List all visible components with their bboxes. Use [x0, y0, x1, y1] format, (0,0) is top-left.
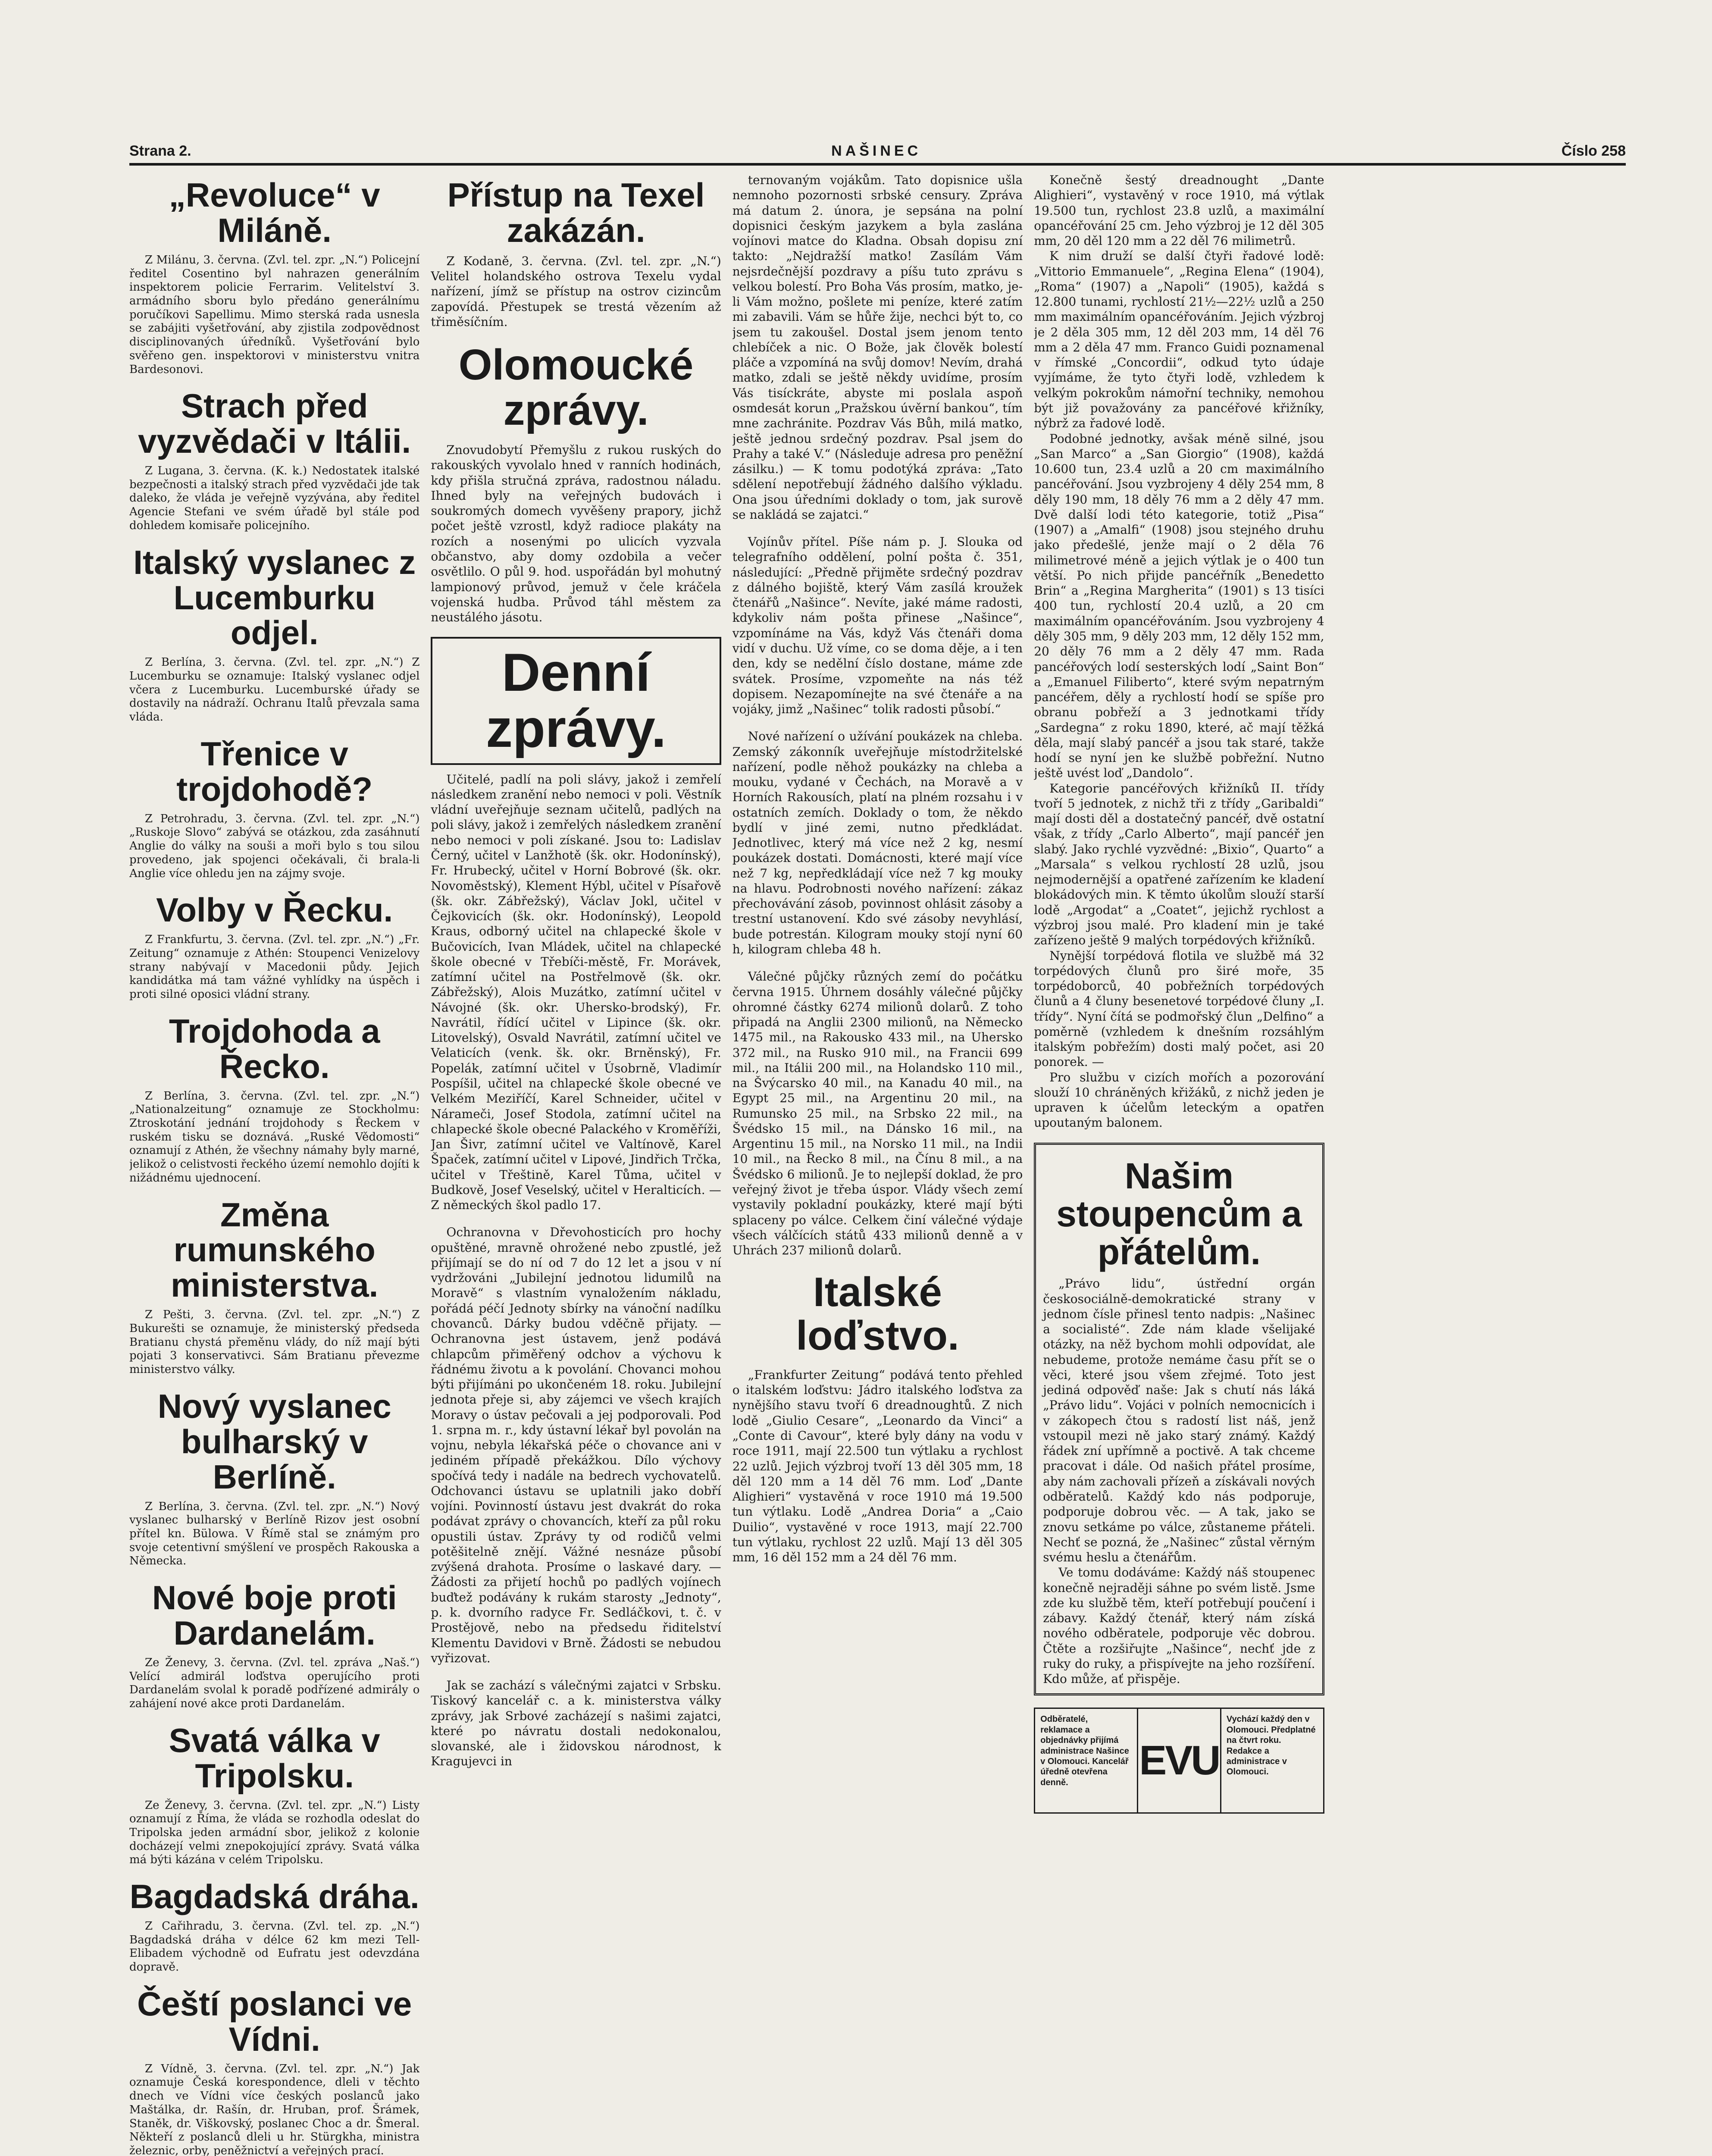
headline: Našim stoupencům a přátelům.: [1056, 1155, 1302, 1272]
ad-right-text: Vychází každý den v Olomouci. Předplatné na čtvrt roku. Redakce a administrace v Olomouci.: [1226, 1714, 1316, 1777]
article-body: K nim druží se další čtyři řadové lodě: „Vittorio Emmanuele“, „Regina Elena“ (1904), „Roma“ (1907) a „Napoli“ (1905), každá s 12.800 tunami, rychlostí 21½—22½ uzlů a 250 mm maximálním opancéřováním. Jejich výzbroj je 2 děla 305 mm, 12 děl 203 mm, 14 děl 76 mm a 2 děla 47 mm. Franco Guidi poznamenal v římské „Concordii“, odkud tyto údaje vyjímáme, že tyto čtyři lodě, vzhledem k velkým pokrokům námořní techniky, nemohou být již považovány za pancéřové křižníky, nýbrž za řadové lodě.: [1034, 249, 1324, 431]
headline: Přístup na Texel zakázán.: [447, 176, 705, 249]
article-body: Z Cařihradu, 3. června. (Zvl. tel. zp. „N.“) Bagdadská dráha v délce 62 km mezi Tell-Elibadem východně od Eufratu jest odevzdána dopravě.: [129, 1920, 420, 1974]
article-body: Z Pešti, 3. června. (Zvl. tel. zpr. „N.“) Z Bukurešti se oznamuje, že ministerský předseda Bratianu chystá přeměnu vlády, do níž mají býti pojati 3 konservativci. Sám Bratianu převezme ministerstvo války.: [129, 1308, 420, 1376]
column-3: [732, 172, 1023, 2156]
article-body: Vojínův přítel. Píše nám p. J. Slouka od telegrafního oddělení, polní pošta č. 351, následující: „Předně přijměte srdečný pozdrav z dálného bojiště, který Vám zasílá kroužek čtenářů „Našince“. Nevíte, jaké máme radosti, kdykoliv nám pošta přinese „Našince“, vzpomínáme na Vás, když Vás čtenáři doma vidí v duchu. Už víme, co se doma děje, a i ten den, kdy se nedělní číslo dostane, máme zde svátek. Prosíme, vzpomeňte na nás též dopisem. Nezapomínejte na své čtenáře a na vojáky, jimž „Našinec“ tolik radosti působí.“: [732, 535, 1023, 717]
headline: Bagdadská dráha.: [129, 1877, 419, 1916]
article-vyslanec-lucemburk: [129, 545, 419, 724]
column-5: [1336, 172, 1626, 2156]
article-body: Znovudobytí Přemyšlu z rukou ruských do rakouských vyvolalo hned v ranních hodinách, kdy přišla stručná zpráva, radostnou náladu. Ihned byly na veřejných budovách i soukromých domech vyvěšeny prapory, jichž počet ještě vzrostl, když radioce plakáty na rozích a nosenými po ulicích vyzvala občanstvo, aby domy ozdobila a večer osvětlilo. O půl 9. hod. uspořádán byl mohutný lampionový průvod, jemuž v čele kráčela vojenská hudba. Průvod táhl městem za neustálého jásotu.: [431, 443, 721, 625]
headline: Změna rumunského ministerstva.: [171, 1195, 379, 1304]
article-body: Podobné jednotky, avšak méně silné, jsou „San Marco“ a „San Giorgio“ (1908), každá 10.600 tun, 23.4 uzlů a 20 cm maximálního pancéřování. Jsou vyzbrojeny 4 děly 254 mm, 8 děly 190 mm, 18 děly 76 mm a 2 děly 47 mm. Dvě další lodi této kategorie, totiž „Pisa“ (1907) a „Amalfi“ (1908) jsou stejného druhu jako předešlé, jenže mají o 2 děla 76 milimetrové méně a jejich výtlak je o 400 tun větší. Po nich přijde pancéřník „Benedetto Brin“ a „Regina Margherita“ (1901) s 13 tisíci 400 tun, rychlostí 20.4 uzlů, a 20 cm maximálním opancéřováním. Jsou vyzbrojeny 4 děly 305 mm, 9 děly 203 mm, 12 děly 152 mm, 20 děly 76 mm a 2 děly 47 mm. Rada pancéřových lodí sesterských lodí „Saint Bon“ a „Emanuel Filiberto“, které svým nepatrným pancéřem, děly a rychlostí hodí se spíše pro obranu pobřeží a 3 jednotkami třídy „Sardegna“ z roku 1890, které, ač mají těžká děla, mají slabý pancéř a jsou tak staré, takže hodí se nyní jen ke službě pobřežní. Nutno ještě uvést loď „Dandolo“.: [1034, 431, 1324, 780]
ad-logo: EVU: [1137, 1709, 1221, 1812]
article-ochranovna: [431, 1225, 721, 1666]
article-body: Z Kodaně, 3. června. (Zvl. tel. zpr. „N.“) Velitel holandského ostrova Texelu vydal nařízení, jímž se přístup na ostrov cizincům zapovídá. Přestupek se trestá vězením až třiměsíčním.: [431, 254, 721, 329]
article-svata-valka: [129, 1723, 419, 1867]
article-body: Kategorie pancéřových křižníků II. třídy tvoří 5 jednotek, z nichž tři z třídy „Garibaldi“ mají dosti děl a dostatečný pancéř, dvě ostatní však, z třídy „Carlo Alberto“, mají pancéř jen slabý. Jako rychlé vyzvědné: „Bixio“, Quarto“ a „Marsala“ s velkou rychlostí 28 uzlů, jsou nejmodernější a opatřené zařízením ke kladení blokádových min. K těmto úkolům slouží starší lodě „Argodat“ a „Coatet“, jejichž rychlost a výzbroj jsou malé. Pro kladení min je také zařízeno ještě 9 malých torpédových křižníků.: [1034, 781, 1324, 948]
article-revoluce-milano: [129, 178, 419, 376]
article-stoupencum: [1034, 1143, 1324, 1696]
article-trenice-trojdohoda: [129, 736, 419, 881]
headline: „Revoluce“ v Miláně.: [169, 176, 380, 249]
article-cesti-poslanci: [129, 1984, 420, 2156]
headline: Čeští poslanci ve Vídni.: [137, 1984, 412, 2058]
article-body: Konečně šestý dreadnought „Dante Alighieri“, vystavěný v roce 1910, má výtlak 19.500 tun, rychlost 23.8 uzlů, a maximální opancéřování 25 cm. Jeho výzbroj je 12 děl 305 mm, 20 děl 120 mm a 22 děl 76 milimetrů.: [1034, 173, 1324, 248]
article-zajatci-srbsko: [431, 1678, 721, 1769]
headline: Italské loďstvo.: [796, 1269, 959, 1359]
article-denni-zpravy: [431, 637, 721, 1213]
article-volby-recko: [129, 893, 419, 1001]
article-body: Z Berlína, 3. června. (Zvl. tel. zpr. „N.“) Z Lucemburku se oznamuje: Italský vyslanec odjel včera z Lucemburku. Lucemburské úřady se dostavily na nádraží. Ochranu Italů převzala sama vláda.: [129, 656, 420, 724]
column-4: [1034, 172, 1324, 2156]
article-body: Z Petrohradu, 3. června. (Zvl. tel. zpr. „N.“) „Ruskoje Slovo“ zabývá se otázkou, zda zasáhnutí Anglie do války na souši a moři bylo s tou silou provedeno, jak spojenci očekávali, či brala-li Anglie více ohledu jen na zájmy svoje.: [129, 812, 420, 880]
issue-number: Číslo 258: [1561, 143, 1626, 159]
headline: Volby v Řecku.: [156, 891, 393, 929]
article-body: Nové nařízení o užívání poukázek na chleba. Zemský zákonník uveřejňuje místodržitelské nařízení, podle něhož poukázky na chleba a mouku, vydané v Čechách, na Moravě a v Horních Rakousích, platí na plném rozsahu i v ostatních zemích. Doklady o tom, že někdo bydlí v jiné zemi, nutno předkládat. Jednotlivec, který má více než 2 kg, nesmí poukázek dostati. Domácnosti, které mají více než 7 kg, nepředkládají více než 7 kg mouky na hlavu. Podrobnosti nového nařízení: zákaz přechovávání zásob, povinnost ohlásit zásoby a trestní ustanovení. Kdo své zásoby nevyhlásí, bude potrestán. Kilogram mouky stojí nyní 60 h, kilogram chleba 48 h.: [732, 729, 1023, 957]
headline: Trojdohoda a Řecko.: [169, 1012, 380, 1085]
article-body: „Právo lidu“, ústřední orgán českosociálně-demokratické strany v jednom čísle přinesl tento nadpis: „Našinec a socialisté“. Zde nám klade všelijaké otázky, na něž bychom mohli odpovídat, ale nebudeme, protože nemáme času přít se o věci, které jsou všem zřejmé. Toto jest jediná odpověď naše: Jak s chutí nás láká „Právo lidu“. Vojáci v polních nemocnicích i v zákopech čtou s radostí list náš, jenž vstoupil mezi ně jako starý známý. Každý řádek zní upřímně a poctivě. A tak chceme pracovat i dále. Od našich přátel prosíme, aby nám zachovali přízeň a získávali nových odběratelů. Každý kdo nás podporuje, podporuje dobrou věc. — A tak, jako se znovu setkáme po válce, zůstaneme přáteli. Nechť se pozná, že „Našinec“ zůstal věrným svému heslu a čtenářům.: [1043, 1276, 1315, 1565]
article-body: Z Vídně, 3. června. (Zvl. tel. zpr. „N.“) Jak oznamuje Česká korespondence, dleli v těchto dnech ve Vídni více českých poslanců jako Maštálka, dr. Rašín, dr. Hruban, prof. Šrámek, Staněk, dr. Viškovský, poslanec Choc a dr. Šmeral. Někteří z poslanců dleli u hr. Stürgkha, ministra železnic, orby, peněžnictví a veřejných prací.: [129, 2062, 420, 2156]
headline: Olomoucké zprávy.: [458, 341, 694, 435]
article-vojinuv-pritel: [732, 534, 1023, 717]
article-texel: [431, 178, 721, 329]
article-poukazky-chleba: [732, 729, 1023, 957]
article-body: Ze Ženevy, 3. června. (Zvl. tel. zpr. „N.“) Listy oznamují z Říma, že vláda se rozhodla odeslat do Tripolska jeden armádní sbor, jelikož z kolonie docházejí velmi znepokojující zprávy. Svatá válka má býti kázána v celém Tripolsku.: [129, 1799, 420, 1867]
article-body: ternovaným vojákům. Tato dopisnice ušla nemnoho pozornosti srbské censury. Zpráva má datum 2. února, je sepsána na polní dopisnici českým jazykem a byla zaslána vojínovi matce do Kladna. Obsah dopisu zní takto: „Nejdražší matko! Zasílám Vám nejsrdečnější pozdravy a píšu tuto zprávu s velkou bolestí. Pro Boha Vás prosím, matko, je-li Vám možno, pošlete mi peníze, které zatím mi zabavili. Vám se hůře žije, nechci být to, co jsem tu zakoušel. Dostal jsem jenom tento chlebíček a nic. O Bože, jak člověk bolestí pláče a vzpomíná na svůj domov! Nevím, drahá matko, zdali se ještě někdy uvidíme, prosím Vás tisíckráte, abyste mi poslala aspoň osmdesát korun „Pražskou úvěrní bankou“, tím mne zachránite. Pozdrav Vás Bůh, milá matko, ještě jednou srdečný pozdrav. Psal jsem do Prahy a také V.“ (Následuje adresa pro peněžní zásilku.) — K tomu podotýká zpráva: „Tato sdělení nepotřebují žádného dalšího výkladu. Ona jsou úředními doklady o tom, jak surově se nakládá se zajatci.“: [732, 173, 1023, 522]
article-body: Válečné půjčky různých zemí do počátku června 1915. Úhrnem dosáhly válečné půjčky ohromné částky 6274 milionů dolarů. Z toho připadá na Anglii 2300 milionů, na Německo 1475 mil., na Rakousko 433 mil., na Uhersko 372 mil., na Rusko 910 mil., na Francii 699 mil., na Itálii 200 mil., na Holandsko 110 mil., na Švýcarsko 40 mil., na Kanadu 40 mil., na Egypt 25 mil., na Argentinu 20 mil., na Rumunsko 25 mil., na Srbsko 22 mil., na Švédsko 15 mil., na Dánsko 16 mil., na Argentinu 15 mil., na Norsko 11 mil., na Indii 10 mil., na Řecko 8 mil., na Čínu 8 mil., a na Švédsko 6 milionů. Je to nejlepší doklad, že pro veřejný život je třeba úspor. Vlády všech zemí vystavily pokladní poukázky, které mají býti splaceny po válce. Celkem činí válečné výdaje všech válčících států 433 milionů denně a v Uhrách 237 milionů dolarů.: [732, 969, 1023, 1258]
article-body: Nynější torpédová flotila ve službě má 32 torpédových člunů pro širé moře, 35 torpédoborců, 40 pobřežních torpédových člunů a 4 čluny besenetové torpédové čluny „I. třídy“. Nyní čítá se podmořský člun „Delfino“ a poměrně (vzhledem k dnešním rozsáhlým italským pobřežím) dosti malý počet, asi 20 ponorek. —: [1034, 948, 1324, 1069]
article-italske-lodstvo: [732, 1271, 1023, 1565]
header-rule: [129, 163, 1626, 166]
article-body: Učitelé, padlí na poli slávy, jakož i zemřelí následkem zranění nebo nemoci v poli. Věstník vládní uveřejňuje seznam učitelů, padlých na poli slávy, jakož i zemřelých následkem zranění nebo nemoci v poli získané. Jsou to: Ladislav Černý, učitel v Lanžhotě (šk. okr. Hodonínský), Fr. Hrubecký, učitel v Horní Bobrové (šk. okr. Novoměstský), Klement Hýbl, učitel v Písařově (šk. okr. Zábřežský), Václav Jokl, učitel v Čejkovicích (šk. okr. Hodonínský), Leopold Kraus, odborný učitel na chlapecké škole v Bučovicích, Ivan Mládek, učitel na chlapecké škole obecné v Třebíči-městě, Fr. Morávek, zatímní učitel na Postřelmově (šk. okr. Zábřežský), Alois Muzátko, zatímní učitel v Návojné (šk. okr. Uhersko-brodský), Fr. Navrátil, řídící učitel v Lipince (šk. okr. Litovelský), Osvald Navrátil, zatímní učitel ve Velaticích (venk. šk. okr. Brněnský), Fr. Popelák, zatímní učitel v Úsobrně, Vladimír Pospíšil, učitel na chlapecké škole obecné ve Velkém Meziříčí, Karel Schneider, učitel v Nárameči, Josef Stodola, zatímní učitel na chlapecké škole obecné Palackého v Kroměříži, Jan Šivr, zatímní učitel ve Valtínově, Karel Špaček, zatímní učitel v Lipové, Jindřich Trčka, učitel v Třeštině, Karel Tůma, učitel v Budkově, Josef Veselský, učitel v Heralticích. — Z německých škol padlo 17.: [431, 772, 721, 1213]
ad-left-text: Odběratelé, reklamace a objednávky přijímá administrace Našince v Olomouci. Kancelář úředně otevřena denně.: [1040, 1714, 1129, 1787]
section-headline: Denní zprávy.: [431, 637, 721, 765]
article-body: Ze Ženevy, 3. června. (Zvl. tel. zpráva „Naš.“) Velící admirál loďstva operujícího proti Dardanelám svolal k poradě podřízené admirály o zahájení nové akce proti Dardanelám.: [129, 1656, 420, 1711]
headline: Italský vyslanec z Lucemburku odjel.: [133, 543, 416, 652]
headline: Třenice v trojdohodě?: [176, 734, 373, 808]
article-body: Z Berlína, 3. června. (Zvl. tel. zpr. „N.“) Nový vyslanec bulharský v Berlíně Rizov jest osobní přítel kn. Bülowa. V Římě stal se známým pro svoje cetentivní smýšlení ve prospěch Rakouska a Německa.: [129, 1500, 420, 1568]
article-body: Ve tomu dodáváme: Každý náš stoupenec konečně nejraději sáhne po svém listě. Jsme zde ku službě těm, kteří potřebují poučení i zábavy. Každý čtenář, který nám získá nového odběratele, podporuje věc dobrou. Čtěte a rozšiřujte „Našince“, nechť jde z ruky do ruky, a přispívejte na jeho rozšíření. Kdo může, ať přispěje.: [1043, 1565, 1315, 1686]
article-valecne-pujcky: [732, 969, 1023, 1258]
masthead: NAŠINEC: [831, 143, 922, 159]
article-body: „Frankfurter Zeitung“ podává tento přehled o italském loďstvu: Jádro italského loďstva za nynějšího stavu tvoří 6 dreadnoughtů. Z nich lodě „Giulio Cesare“, „Leonardo da Vinci“ a „Conte di Cavour“, které byly dány na vodu v roce 1911, mají 22.500 tun výtlaku a rychlost 22 uzlů. Jejich výzbroj tvoří 13 děl 305 mm, 18 děl 120 mm a 14 děl 76 mm. Loď „Dante Alighieri“ vystavěná v roce 1910 má 19.500 tun výtlaku. Lodě „Andrea Doria“ a „Caio Duilio“, vystavěné v roce 1913, mají 22.700 tun výtlaku, rychlost 22 uzlů. Mají 13 děl 305 mm, 16 děl 152 mm a 24 děl 76 mm.: [732, 1367, 1023, 1565]
headline: Nové boje proti Dardanelám.: [152, 1579, 397, 1652]
advertisement: [1034, 1708, 1324, 1814]
article-body: Z Berlína, 3. června. (Zvl. tel. zpr. „N.“) „Nationalzeitung“ oznamuje ze Stockholmu: Ztroskotání jednání trojdohody s Řeckem v ruském tisku se doznává. „Ruské Vědomosti“ oznamují z Athén, že všechny námahy byly marné, jelikož o celistvosti řeckého území nemohlo dojíti k nižádnému ujednocení.: [129, 1089, 420, 1185]
article-vyslanec-bulharsky: [129, 1389, 419, 1568]
article-body: Jak se zachází s válečnými zajatci v Srbsku. Tiskový kancelář c. a k. ministerstva války zprávy, jak Srbové zacházejí s našimi zajatci, které po návratu dostali nedokonalou, slovanské, ale i židovskou národnost, k Kragujevci in: [431, 1678, 721, 1769]
column-2: [431, 172, 721, 2156]
article-bagdadska-draha: [129, 1879, 419, 1974]
page-columns: [129, 172, 1626, 2156]
article-dopis-zajatce: [732, 172, 1023, 522]
article-olomoucke-zpravy: [431, 342, 721, 625]
article-strach-vyzvedaci: [129, 389, 419, 533]
article-boje-dardanely: [129, 1580, 419, 1711]
article-body: Z Frankfurtu, 3. června. (Zvl. tel. zpr. „N.“) „Fr. Zeitung“ oznamuje z Athén: Stoupenci Venizelovy strany nabývají v Macedonii půdy. Jejich kandidátka má tam vážné vyhlídky na úspěch i proti silné oposici vládní strany.: [129, 933, 420, 1001]
article-body: Ochranovna v Dřevohosticích pro hochy opuštěné, mravně ohrožené nebo zpustlé, jež přijímají se do ní od 7 do 12 let a jsou v ní vydržováni „Jubilejní jednotou lidumilů na Moravě“ s vlastním vynaložením nákladu, pořádá péčí Jednoty sbírky na vánoční nadílku chovanců. Dárky budou vděčně přijaty. — Ochranovna jest ústavem, jenž podává chlapcům přiměřený odchov a výchovu k řádnému životu a k povolání. Chovanci mohou býti přijímáni po ukončeném 18. roku. Jubilejní jednota přeje si, aby zájemci ve všech krajích Moravy o ústav pečovali a jej podporovali. Pod 1. srpna m. r., kdy ústavní lékař byl povolán na vojnu, nebyla lékařská péče o chovance ani v jediném případě překážkou. Dílo výchovy spočívá tedy i nadále na bedrech vychovatelů. Odchovanci ústavu se uplatnili jako dobří vojíni. Povinností ústavu jest dvakrát do roka podávat zprávy o chovancích, kteří za půl roku opustili ústav. Zprávy ty od rodičů velmi potěšitelně znějí. Vážné nesnáze působí zvýšená drahota. Prosíme o laskavé dary. — Žádosti za přijetí hochů po padlých vojínech buďtež podávány k rukám starosty „Jednoty“, p. k. dvorního radyce Fr. Sedláčkovi, t. č. v Prostějově, nebo na předsedu řiditelství Klementu Davidovi v Brně. Žádosti se nebudou vyřizovat.: [431, 1225, 721, 1665]
article-lodstvo-pokracovani: [1034, 172, 1324, 1131]
article-trojdohoda-recko: [129, 1014, 419, 1185]
page-number: Strana 2.: [129, 143, 191, 159]
page-header: [129, 129, 1626, 160]
headline: Svatá válka v Tripolsku.: [169, 1721, 380, 1795]
column-1: [129, 172, 419, 2156]
headline: Strach před vyzvědači v Itálii.: [138, 387, 411, 461]
article-body: Z Lugana, 3. června. (K. k.) Nedostatek italské bezpečnosti a italský strach před vyzvědači jde tak daleko, že vláda je veřejně vyzývána, aby ředitel Agencie Stefani ve svém úřadě byl stále pod dohledem komisaře policejního.: [129, 464, 420, 532]
article-zmena-ministerstva: [129, 1197, 419, 1377]
article-body: Pro službu v cizích mořích a pozorování slouží 10 chráněných křižáků, z nichž jeden je upraven k účelům leteckým a opatřen upoutaným balonem.: [1034, 1070, 1324, 1130]
article-body: Z Milánu, 3. června. (Zvl. tel. zpr. „N.“) Policejní ředitel Cosentino byl nahrazen generálním inspektorem policie Ferrarim. Velitelství 3. armádního sboru bylo předáno generálnímu poručíkovi Sapellimu. Mimo sterská rada usnesla se zabájiti vyšetřování, aby zjistila zodpovědnost disciplinovaných úředníků. Vyšetřování bylo svěřeno gen. inspektorovi v ministerstvu vnitra Bardesonovi.: [129, 253, 420, 376]
headline: Nový vyslanec bulharský v Berlíně.: [157, 1387, 391, 1496]
